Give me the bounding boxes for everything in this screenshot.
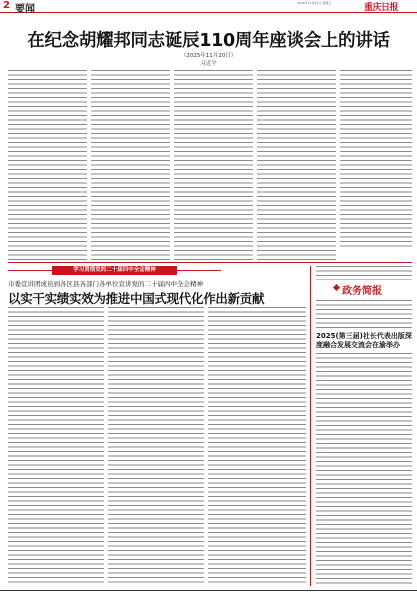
issue-date: 2025年11月21日 星期五 [297,1,332,5]
brief-body-text [316,353,412,585]
article1-column-3 [174,70,253,260]
column-divider [310,266,311,586]
article2-headline: 以实干实绩实效为推进中国式现代化作出新贡献 [8,291,265,306]
topic-banner [8,266,221,275]
speech-date: （2025年11月20日） [180,53,237,59]
article2-column-2 [108,307,204,585]
article-headline: 在纪念胡耀邦同志诞辰110周年座谈会上的讲话 [27,31,390,51]
brief-title: 政务简报 [342,286,382,297]
article1-column-4 [257,70,336,260]
article2-subheadline: 市委宣讲团成员到各区县各部门各单位宣讲党的二十届四中全会精神 [8,280,203,288]
section-name: 要闻 [15,4,35,15]
article1-column-1 [8,70,87,260]
section-divider [8,262,412,263]
article1-column-5 [340,70,412,250]
article1-column-2 [91,70,170,260]
diamond-icon [333,284,340,291]
brief-headline: 2025(第三届)社长代表出版深度融合发展交流会在渝举办 [316,332,412,349]
masthead [0,0,417,13]
page-number: 2 [3,0,10,11]
footer-rule [0,590,417,591]
article2-column-1 [8,307,104,585]
article2-column-3 [208,307,306,585]
banner-label: 学习贯彻党的二十届四中全会精神 [52,266,177,275]
speaker-name: 习近平 [200,61,217,67]
newspaper-logo: 重庆日报 [364,3,399,13]
brief-header [312,282,412,297]
brief-summary-text [316,300,412,328]
brief-intro-text [316,266,412,280]
